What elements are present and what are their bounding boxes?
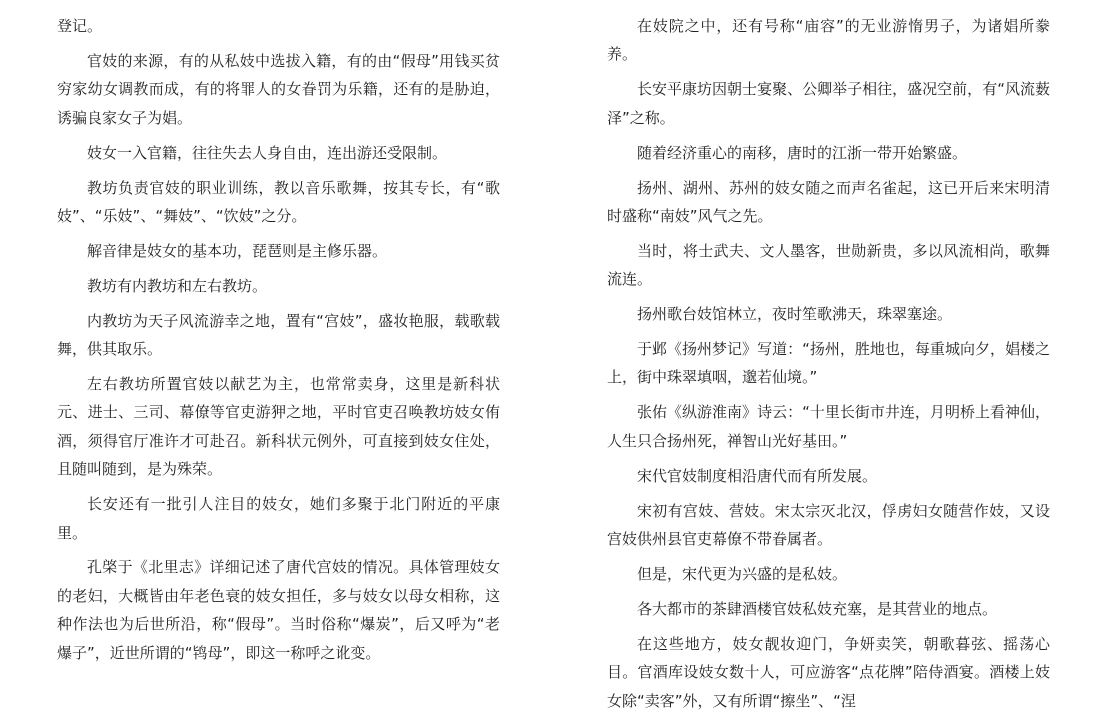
paragraph: 当时，将士武夫、文人墨客，世勋新贵，多以风流相尚，歌舞流连。 — [607, 241, 1050, 289]
paragraph: 官妓的来源，有的从私妓中选拔入籍，有的由“假母”用钱买贫穷家幼女调教而成，有的将罪人的女眷罚为乐籍，还有的是胁迫，诱骗良家女子为娼。 — [57, 51, 500, 127]
paragraph: 长安还有一批引人注目的妓女，她们多聚于北门附近的平康里。 — [57, 495, 500, 542]
paragraph: 内教坊为天子风流游幸之地，置有“宫妓”，盛妆艳服，载歌载舞，供其取乐。 — [57, 311, 500, 359]
paragraph: 张佑《纵游淮南》诗云：“十里长街市井连，月明桥上看神仙，人生只合扬州死，禅智山光好基田。” — [607, 403, 1050, 450]
left-column — [57, 12, 500, 674]
paragraph: 各大都市的茶肆酒楼官妓私妓充塞，是其营业的地点。 — [637, 599, 998, 618]
paragraph: 扬州歌台妓馆林立，夜时笙歌沸天，珠翠塞途。 — [637, 305, 953, 324]
paragraph: 在这些地方，妓女靓妆迎门，争妍卖笑，朝歌暮弦、摇荡心目。官酒库设妓女数十人，可应游客“点花牌”陪侍酒宴。酒楼上妓女除“卖客”外，又有所谓“擦坐”、“涅 — [607, 634, 1050, 710]
paragraph: 孔棨于《北里志》详细记述了唐代宫妓的情况。具体管理妓女的老妇，大概皆由年老色衰的妓女担任，多与妓女以母女相称，这种作法也为后世所沿，称“假母”。当时俗称“爆炭”，后又呼为“老爆子”，近世所谓的“鸨母”，即这一称呼之讹变。 — [57, 558, 500, 662]
paragraph: 解音律是妓女的基本功，琵琶则是主修乐器。 — [87, 241, 388, 260]
paragraph: 妓女一入官籍，往往失去人身自由，连出游还受限制。 — [87, 143, 448, 162]
paragraph: 但是，宋代更为兴盛的是私妓。 — [637, 564, 848, 583]
paragraph: 教坊负责官妓的职业训练，教以音乐歌舞，按其专长，有“歌妓”、“乐妓”、“舞妓”、“饮妓”之分。 — [57, 178, 500, 225]
paragraph: 于邺《扬州梦记》写道：“扬州，胜地也，每重城向夕，娼楼之上，街中珠翠填咽，邈若仙境。” — [607, 340, 1050, 387]
paragraph: 随着经济重心的南移，唐时的江浙一带开始繁盛。 — [637, 143, 968, 162]
paragraph: 宋代官妓制度相沿唐代而有所发展。 — [637, 466, 878, 485]
paragraph: 左右教坊所置官妓以献艺为主，也常常卖身，这里是新科状元、进士、三司、幕僚等官吏游狎之地，平时官吏召唤教坊妓女侑酒，须得官厅准许才可赴召。新科状元例外，可直接到妓女住处，且随叫随到，是为殊荣。 — [57, 374, 500, 479]
paragraph: 登记。 — [57, 17, 103, 35]
paragraph: 教坊有内教坊和左右教坊。 — [87, 276, 268, 295]
paragraph: 扬州、湖州、苏州的妓女随之而声名雀起，这已开后来宋明清时盛称“南妓”风气之先。 — [607, 178, 1050, 225]
right-column — [607, 12, 1050, 721]
paragraph: 宋初有宫妓、营妓。宋太宗灭北汉，俘虏妇女随营作妓，又设宫妓供州县官吏幕僚不带眷属者。 — [607, 501, 1050, 548]
paragraph: 在妓院之中，还有号称“庙容”的无业游惰男子，为诸娼所豢养。 — [607, 17, 1050, 64]
paragraph: 长安平康坊因朝士宴聚、公卿举子相往，盛况空前，有“风流薮泽”之称。 — [607, 80, 1050, 127]
